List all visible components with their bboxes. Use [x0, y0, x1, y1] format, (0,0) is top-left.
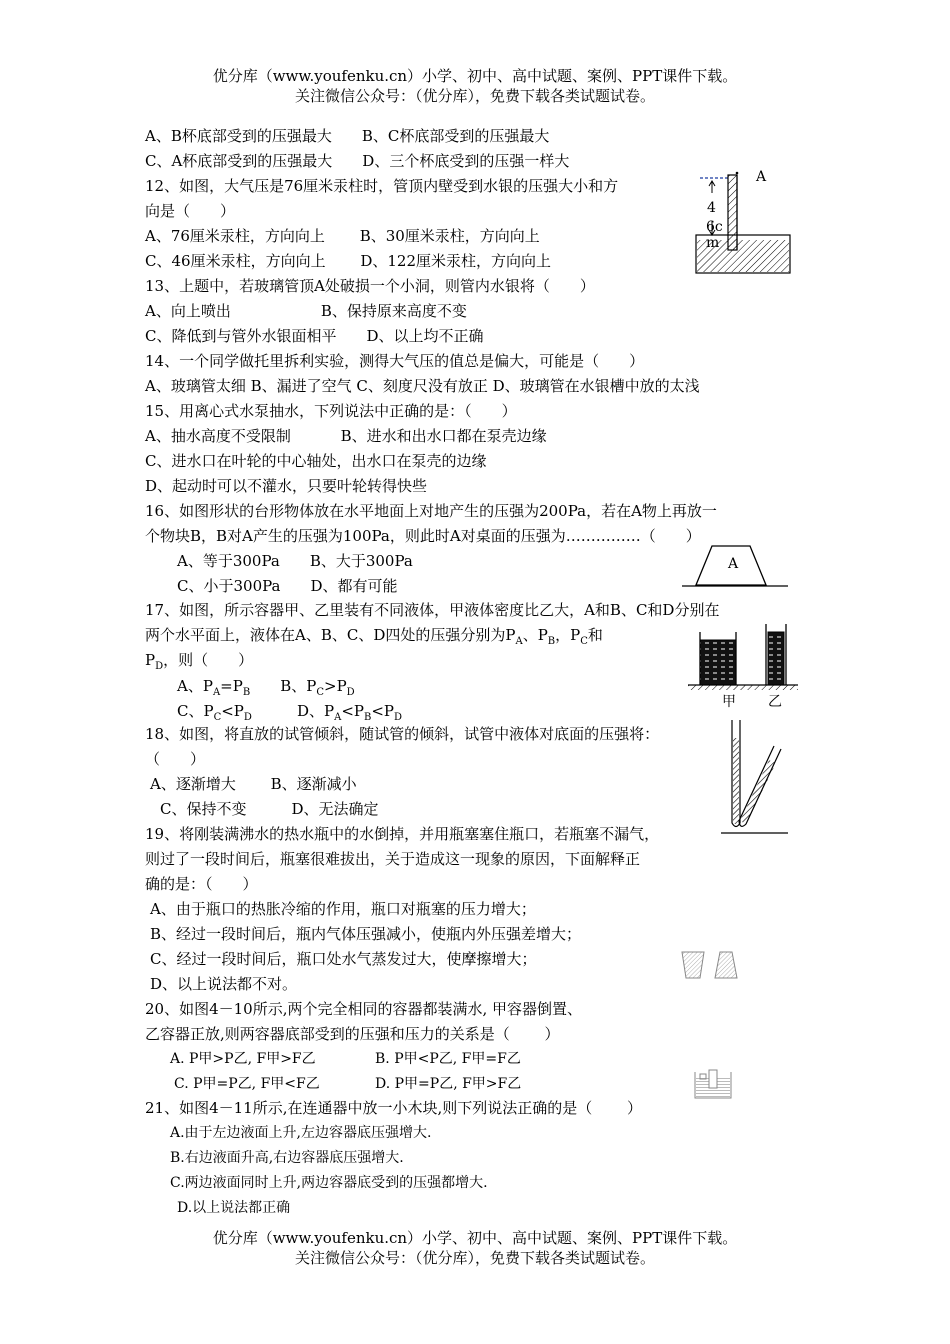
q20-stem-1: 20、如图4－10所示,两个完全相同的容器都装满水, 甲容器倒置、	[145, 1000, 583, 1018]
q12-options-cd: C、46厘米汞柱，方向向上 D、122厘米汞柱，方向向上	[145, 252, 551, 270]
q18-options-cd: C、保持不变 D、无法确定	[160, 800, 379, 818]
q18-test-tube-figure	[716, 718, 791, 840]
q11-options-ab: A、B杯底部受到的压强最大 B、C杯底部受到的压强最大	[145, 127, 550, 145]
q17-stem-2: 两个水平面上，液体在A、B、C、D四处的压强分别为$P_A$、$P_B$，$P_C$和	[145, 626, 603, 647]
header-line-2: 关注微信公众号：（优分库），免费下载各类试题试卷。	[294, 87, 655, 105]
q18-stem: 18、如图，将直放的试管倾斜，随试管的倾斜，试管中液体对底面的压强将：	[145, 725, 660, 743]
q17-containers-figure	[688, 622, 798, 692]
q21-stem: 21、如图4－11所示,在连通器中放一小木块,则下列说法正确的是（ ）	[145, 1099, 643, 1117]
q19-stem-2: 则过了一段时间后，瓶塞很难拔出，关于造成这一现象的原因，下面解释正	[145, 850, 641, 868]
q12-fig-label-m: m	[706, 235, 720, 251]
q20-containers-figure	[680, 948, 740, 982]
q21-option-c: C.两边液面同时上升,两边容器底受到的压强都增大.	[170, 1175, 488, 1191]
q12-stem-1: 12、如图，大气压是76厘米汞柱时，管顶内壁受到水银的压强大小和方	[145, 177, 619, 195]
q15-options-ab: A、抽水高度不受限制 B、进水和出水口都在泵壳边缘	[145, 427, 547, 445]
q19-option-b: B、经过一段时间后，瓶内气体压强减小，使瓶内外压强差增大；	[150, 925, 582, 943]
q21-option-a: A.由于左边液面上升,左边容器底压强增大.	[170, 1125, 432, 1141]
q12-options-ab: A、76厘米汞柱，方向向上 B、30厘米汞柱，方向向上	[145, 227, 540, 245]
q17-fig-label-yi: 乙	[768, 694, 782, 710]
q16-fig-label-a: A	[728, 556, 739, 572]
q19-stem-1: 19、将刚装满沸水的热水瓶中的水倒掉，并用瓶塞塞住瓶口，若瓶塞不漏气，	[145, 825, 660, 843]
q17-options-ab: A、$P_A=P_B$ B、$P_C>P_D$	[177, 677, 355, 698]
q16-stem-1: 16、如图形状的台形物体放在水平地面上对地产生的压强为200Pa，若在A物上再放一	[145, 502, 717, 520]
q15-stem: 15、用离心式水泵抽水，下列说法中正确的是：（ ）	[145, 402, 517, 420]
q15-option-c: C、进水口在叶轮的中心轴处，出水口在泵壳的边缘	[145, 452, 487, 470]
q21-communicating-vessel-figure	[693, 1068, 735, 1102]
header-line-1: 优分库（www.youfenku.cn）小学、初中、高中试题、案例、PPT课件下载。	[212, 67, 738, 85]
q13-options-ab: A、向上喷出 B、保持原来高度不变	[145, 302, 467, 320]
q13-options-cd: C、降低到与管外水银面相平 D、以上均不正确	[145, 327, 484, 345]
q13-stem: 13、上题中，若玻璃管顶A处破损一个小洞，则管内水银将（ ）	[145, 277, 595, 295]
q12-fig-label-unit: 6c	[706, 219, 723, 235]
q19-option-d: D、以上说法都不对。	[150, 975, 298, 993]
footer-line-1: 优分库（www.youfenku.cn）小学、初中、高中试题、案例、PPT课件下载。	[212, 1229, 738, 1247]
q17-options-cd: C、$P_C<P_D$ D、$P_A<P_B<P_D$	[177, 702, 403, 723]
q12-stem-2: 向是（ ）	[145, 202, 236, 220]
q12-fig-label-number: 4	[707, 200, 716, 216]
q17-stem-3: $P_D$，则（ ）	[145, 651, 254, 672]
q14-options: A、玻璃管太细 B、漏进了空气 C、刻度尺没有放正 D、玻璃管在水银槽中放的太浅	[145, 377, 700, 395]
q14-stem: 14、一个同学做托里拆利实验，测得大气压的值总是偏大，可能是（ ）	[145, 352, 645, 370]
q19-option-c: C、经过一段时间后，瓶口处水气蒸发过大，使摩擦增大；	[150, 950, 537, 968]
q20-option-c: C. P甲=P乙, F甲<F乙	[174, 1076, 320, 1092]
q20-option-a: A. P甲>P乙, F甲>F乙	[170, 1051, 316, 1067]
q19-stem-3: 确的是：（ ）	[145, 875, 258, 893]
q20-option-b: B. P甲<P乙, F甲=F乙	[375, 1051, 521, 1067]
q16-options-ab: A、等于300Pa B、大于300Pa	[177, 552, 413, 570]
footer-line-2: 关注微信公众号：（优分库），免费下载各类试题试卷。	[294, 1249, 655, 1267]
q18-options-ab: A、逐渐增大 B、逐渐减小	[150, 775, 357, 793]
q17-fig-label-jia: 甲	[722, 694, 736, 710]
q17-stem-1: 17、如图，所示容器甲、乙里装有不同液体，甲液体密度比乙大，A和B、C和D分别在	[145, 601, 720, 619]
q21-option-d: D.以上说法都正确	[177, 1200, 291, 1216]
q16-stem-2: 个物块B，B对A产生的压强为100Pa，则此时A对桌面的压强为……………（ ）	[145, 527, 701, 545]
q20-option-d: D. P甲=P乙, F甲>F乙	[375, 1076, 522, 1092]
q15-option-d: D、起动时可以不灌水，只要叶轮转得快些	[145, 477, 428, 495]
q21-option-b: B.右边液面升高,右边容器底压强增大.	[170, 1150, 404, 1166]
q18-paren: （ ）	[145, 750, 206, 768]
q20-stem-2: 乙容器正放,则两容器底部受到的压强和压力的关系是（ ）	[145, 1025, 560, 1043]
q16-options-cd: C、小于300Pa D、都有可能	[177, 577, 398, 595]
q19-option-a: A、由于瓶口的热胀冷缩的作用，瓶口对瓶塞的压力增大；	[150, 900, 536, 918]
q12-fig-label-a: A	[756, 169, 767, 185]
q11-options-cd: C、A杯底部受到的压强最大 D、三个杯底受到的压强一样大	[145, 152, 570, 170]
